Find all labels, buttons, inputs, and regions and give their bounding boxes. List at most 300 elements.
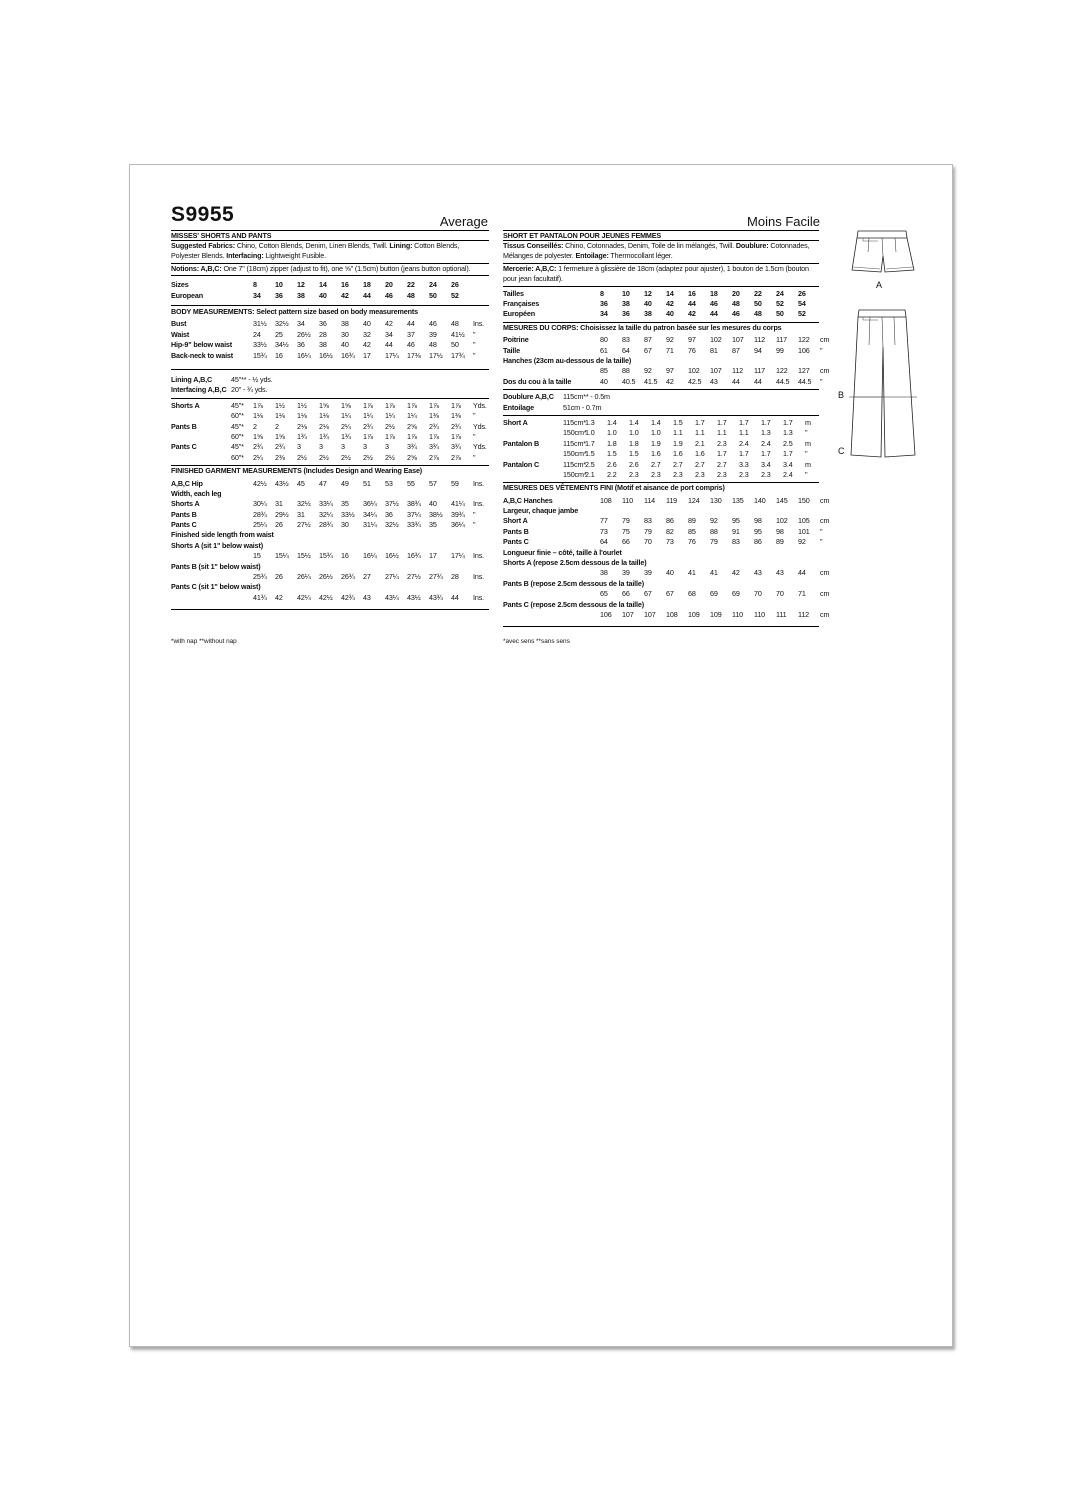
table-cell: 109 xyxy=(688,609,700,619)
table-cell: 2⅜ xyxy=(275,452,285,462)
table-cell: 44.5 xyxy=(776,376,790,386)
table-cell: 1.7 xyxy=(761,417,771,427)
unit-label: Ins. xyxy=(473,319,484,329)
table-cell: 69 xyxy=(710,589,718,599)
table-cell: 25 xyxy=(275,329,283,339)
table-cell: 1.7 xyxy=(761,449,771,459)
table-cell: 1.0 xyxy=(629,428,639,438)
unit-label: m xyxy=(805,459,811,469)
table-cell: 1.7 xyxy=(717,449,727,459)
table-cell: 38 xyxy=(319,340,327,350)
table-cell: 16¼ xyxy=(363,551,377,561)
table-cell: 1¼ xyxy=(363,411,373,421)
body-measurements-table-fr xyxy=(503,333,830,390)
table-cell: 108 xyxy=(600,495,612,505)
table-cell: 55 xyxy=(407,478,415,488)
table-cell: 26¾ xyxy=(341,572,355,582)
yardage-table-en xyxy=(171,399,489,466)
unit-label: " xyxy=(473,509,476,519)
table-cell: 39 xyxy=(429,329,437,339)
fabric-width: 150cm* xyxy=(563,449,587,459)
table-cell: 26½ xyxy=(319,572,333,582)
table-row xyxy=(503,428,819,438)
unit-label: Ins. xyxy=(473,592,484,602)
row-label: Tailles xyxy=(503,288,524,298)
table-cell: 75 xyxy=(622,526,630,536)
table-cell: 44 xyxy=(451,592,459,602)
table-row xyxy=(171,401,489,411)
table-cell: 30¼ xyxy=(253,499,267,509)
table-cell: 130 xyxy=(710,495,722,505)
table-cell: 2½ xyxy=(319,452,329,462)
unit-label: " xyxy=(473,350,476,360)
table-cell: 79 xyxy=(644,526,652,536)
table-cell: 24 xyxy=(253,329,261,339)
table-cell: 26¼ xyxy=(297,572,311,582)
row-label: Pantalon B xyxy=(503,438,540,448)
table-cell: 83 xyxy=(622,335,630,345)
row-label: Back-neck to waist xyxy=(171,350,234,360)
table-row xyxy=(171,351,489,361)
table-cell: 135 xyxy=(732,495,744,505)
row-label: Pants B xyxy=(171,421,197,431)
table-cell: 10 xyxy=(622,288,630,298)
fabric-width: 115cm* xyxy=(563,459,586,469)
body-measurements-header-fr: MESURES DU CORPS: Choisissez la taille du patron basée sur les mesures du corps xyxy=(503,322,782,332)
table-cell: 52 xyxy=(798,309,806,319)
table-cell: 1⅝ xyxy=(253,431,263,441)
table-cell: 1.1 xyxy=(673,428,683,438)
table-row xyxy=(171,291,489,301)
table-cell: 2.2 xyxy=(607,469,617,479)
table-cell: 1.7 xyxy=(585,438,595,448)
table-cell: 17¾ xyxy=(451,350,465,360)
unit-label: cm xyxy=(820,366,830,376)
table-cell: 15 xyxy=(253,551,261,561)
table-row xyxy=(171,280,489,290)
row-label: Doublure A,B,C xyxy=(503,392,554,402)
table-cell: 2.3 xyxy=(761,469,771,479)
table-cell: 3 xyxy=(363,442,367,452)
table-cell: 2½ xyxy=(297,452,307,462)
row-label xyxy=(503,366,600,376)
table-cell: 36¼ xyxy=(451,520,465,530)
table-cell: 41½ xyxy=(451,329,465,339)
unit-label: cm xyxy=(820,335,830,345)
finished-measurements-header-fr: MESURES DES VÊTEMENTS FINI (Motif et aisance de port compris) xyxy=(503,483,725,493)
table-cell: 92 xyxy=(666,335,674,345)
row-label xyxy=(503,428,563,438)
table-cell: 15¼ xyxy=(275,551,289,561)
table-cell: 43½ xyxy=(275,478,289,488)
yardage-table-fr xyxy=(503,416,819,483)
table-cell: 67 xyxy=(666,589,674,599)
table-cell: 26 xyxy=(798,288,806,298)
table-cell: 66 xyxy=(622,537,630,547)
row-label: Shorts A (repose 2.5cm dessous de la taille) xyxy=(503,558,647,568)
table-row xyxy=(171,422,489,432)
table-cell: 42 xyxy=(666,376,674,386)
table-cell: 2 xyxy=(253,421,257,431)
row-label: Entoilage xyxy=(503,402,534,412)
table-cell: 42 xyxy=(275,592,283,602)
table-cell: 34 xyxy=(253,290,261,300)
table-cell: 1⅞ xyxy=(451,400,461,410)
interfacing-text: Lightweight Fusible. xyxy=(263,251,326,261)
table-row xyxy=(171,411,489,421)
table-cell: 150 xyxy=(798,495,810,505)
table-cell: 50 xyxy=(776,309,784,319)
table-cell: 27¾ xyxy=(429,572,443,582)
table-cell: 122 xyxy=(776,366,788,376)
table-cell: 32½ xyxy=(297,499,311,509)
interfacing-text: Thermocollant léger. xyxy=(608,251,673,261)
table-cell: 2.7 xyxy=(695,459,705,469)
table-cell: 2½ xyxy=(363,452,373,462)
table-row xyxy=(171,489,489,499)
garment-title-en: MISSES' SHORTS AND PANTS xyxy=(171,230,489,241)
difficulty-level-en: Average xyxy=(439,214,488,229)
table-cell: 65 xyxy=(600,589,608,599)
row-label: A,B,C Hip xyxy=(171,478,203,488)
table-cell: 1⅞ xyxy=(363,431,373,441)
table-cell: 42¾ xyxy=(341,592,355,602)
table-cell: 95 xyxy=(732,516,740,526)
fabrics-text: Chino, Cotton Blends, Denim, Linen Blends, Twill. xyxy=(235,241,390,250)
table-cell: 1⅜ xyxy=(451,411,461,421)
table-cell: 73 xyxy=(666,537,674,547)
table-cell: 107 xyxy=(622,609,634,619)
table-cell: 2.5 xyxy=(783,438,793,448)
table-cell: 52 xyxy=(776,299,784,309)
table-cell: 80 xyxy=(600,335,608,345)
table-cell: 43 xyxy=(754,568,762,578)
table-cell: 46 xyxy=(429,319,437,329)
table-cell: 2½ xyxy=(341,452,351,462)
unit-label: Ins. xyxy=(473,499,484,509)
fabric-width: 60"* xyxy=(231,431,244,441)
row-label: Pants C xyxy=(171,442,197,452)
finished-measurements-table-en xyxy=(171,477,489,611)
table-cell: 18 xyxy=(710,288,718,298)
table-cell: 127 xyxy=(798,366,810,376)
table-cell: 106 xyxy=(798,345,810,355)
unit-label: " xyxy=(805,449,808,459)
table-cell: 44 xyxy=(732,376,740,386)
table-cell: 2¼ xyxy=(341,421,351,431)
table-cell: 2.3 xyxy=(673,469,683,479)
table-cell: 98 xyxy=(754,516,762,526)
table-cell: 92 xyxy=(710,516,718,526)
table-cell: 1.3 xyxy=(761,428,771,438)
row-label: Sizes xyxy=(171,280,189,290)
table-cell: 16¾ xyxy=(341,350,355,360)
table-cell: 50 xyxy=(754,299,762,309)
table-cell: 48 xyxy=(732,299,740,309)
table-row xyxy=(503,335,830,345)
unit-label: Ins. xyxy=(473,572,484,582)
table-cell: 92 xyxy=(798,537,806,547)
table-row xyxy=(171,582,489,592)
footnote-fr: *avec sens **sans sens xyxy=(503,638,570,645)
table-cell: 40 xyxy=(341,340,349,350)
table-cell: 2⅝ xyxy=(407,452,417,462)
notions-label: Notions: A,B,C: xyxy=(171,263,222,273)
table-cell: 14 xyxy=(666,288,674,298)
table-cell: 46 xyxy=(407,340,415,350)
body-measurements-header-en: BODY MEASUREMENTS: Select pattern size based on body measurements xyxy=(171,307,418,316)
table-cell: 2.3 xyxy=(717,438,727,448)
table-cell: 46 xyxy=(385,290,393,300)
table-row xyxy=(503,516,830,526)
table-cell: 28 xyxy=(319,329,327,339)
table-cell: 1⅛ xyxy=(253,411,263,421)
table-cell: 42.5 xyxy=(688,376,702,386)
row-label: Pants C xyxy=(503,537,529,547)
yardage-text: 51cm - 0.7m xyxy=(563,402,602,412)
table-cell: 40 xyxy=(666,568,674,578)
table-cell: 97 xyxy=(688,335,696,345)
table-cell: 86 xyxy=(754,537,762,547)
table-cell: 31 xyxy=(297,509,305,519)
pattern-code: S9955 xyxy=(171,203,235,226)
table-cell: 2.3 xyxy=(629,469,639,479)
table-cell: 2¾ xyxy=(429,421,439,431)
row-label: Short A xyxy=(503,417,528,427)
table-cell: 52 xyxy=(451,290,459,300)
table-cell: 32½ xyxy=(385,520,399,530)
table-cell: 43¼ xyxy=(385,592,399,602)
table-cell: 83 xyxy=(732,537,740,547)
row-label: Shorts A xyxy=(171,400,200,410)
table-cell: 48 xyxy=(754,309,762,319)
unit-label: " xyxy=(473,452,476,462)
table-cell: 1.8 xyxy=(607,438,617,448)
row-label: Pants C xyxy=(171,520,197,530)
unit-label: Ins. xyxy=(473,478,484,488)
table-row xyxy=(171,340,489,350)
table-cell: 40 xyxy=(600,376,608,386)
table-cell: 37 xyxy=(407,329,415,339)
row-label xyxy=(171,593,253,603)
fabrics-text: Chino, Cotonnades, Denim, Toile de lin mélangés, Twill. xyxy=(563,241,736,250)
table-cell: 25¾ xyxy=(253,572,267,582)
row-label: Pants B xyxy=(171,509,197,519)
pants-bc-drawing xyxy=(843,307,923,462)
table-cell: 2.3 xyxy=(717,469,727,479)
table-cell: 17½ xyxy=(429,350,443,360)
table-cell: 1.5 xyxy=(629,449,639,459)
row-label: Hanches (23cm au-dessous de la taille) xyxy=(503,355,632,365)
table-row xyxy=(503,366,830,376)
table-cell: 48 xyxy=(407,290,415,300)
table-cell: 1.7 xyxy=(783,449,793,459)
table-row xyxy=(503,568,830,578)
fabric-width: 45"* xyxy=(231,421,244,431)
table-cell: 29½ xyxy=(275,509,289,519)
table-cell: 26½ xyxy=(297,329,311,339)
table-cell: 33¾ xyxy=(407,520,421,530)
table-cell: 40 xyxy=(644,299,652,309)
table-cell: 1⅝ xyxy=(341,400,351,410)
table-cell: 3¾ xyxy=(407,442,417,452)
table-row xyxy=(503,537,823,547)
table-cell: 48 xyxy=(451,319,459,329)
table-cell: 106 xyxy=(600,609,612,619)
table-cell: 1.7 xyxy=(695,417,705,427)
table-cell: 85 xyxy=(688,526,696,536)
unit-label: m xyxy=(805,417,811,427)
table-cell: 108 xyxy=(666,609,678,619)
table-cell: 145 xyxy=(776,495,788,505)
table-cell: 2.4 xyxy=(761,438,771,448)
table-cell: 27 xyxy=(363,572,371,582)
lining-label: Doublure: xyxy=(735,241,769,250)
table-cell: 76 xyxy=(688,537,696,547)
table-cell: 16½ xyxy=(319,350,333,360)
table-cell: 1⅝ xyxy=(319,400,329,410)
table-cell: 42½ xyxy=(319,592,333,602)
table-row xyxy=(503,439,819,449)
garment-title-fr: SHORT ET PANTALON POUR JEUNES FEMMES xyxy=(503,230,819,241)
unit-label: " xyxy=(820,526,823,536)
table-cell: 27½ xyxy=(297,520,311,530)
unit-label: " xyxy=(820,376,823,386)
table-cell: 41 xyxy=(710,568,718,578)
table-row xyxy=(171,453,489,463)
fabric-width: 150cm* xyxy=(563,428,587,438)
table-cell: 2½ xyxy=(385,421,395,431)
table-cell: 36¼ xyxy=(363,499,377,509)
table-cell: 42 xyxy=(341,290,349,300)
body-measurements-table-en xyxy=(171,317,489,370)
table-row xyxy=(503,392,819,402)
table-cell: 1.6 xyxy=(673,449,683,459)
table-cell: 33½ xyxy=(253,340,267,350)
table-cell: 32¼ xyxy=(319,509,333,519)
table-cell: 36 xyxy=(319,319,327,329)
unit-label: cm xyxy=(820,609,830,619)
finished-measurements-table-fr xyxy=(503,494,830,628)
table-cell: 101 xyxy=(798,526,810,536)
unit-label: " xyxy=(805,469,808,479)
table-cell: 67 xyxy=(644,589,652,599)
fabric-width: 45"* xyxy=(231,400,244,410)
table-cell: 43 xyxy=(776,568,784,578)
table-cell: 28¾ xyxy=(319,520,333,530)
table-cell: 16½ xyxy=(385,551,399,561)
table-cell: 22 xyxy=(407,280,415,290)
table-cell: 119 xyxy=(666,495,678,505)
table-cell: 27½ xyxy=(407,572,421,582)
table-cell: 43 xyxy=(363,592,371,602)
table-cell: 46 xyxy=(710,299,718,309)
table-cell: 34½ xyxy=(275,340,289,350)
table-cell: 1.4 xyxy=(607,417,617,427)
row-label: Pants C (sit 1" below waist) xyxy=(171,582,261,592)
table-cell: 99 xyxy=(776,345,784,355)
table-cell: 41¼ xyxy=(451,499,465,509)
table-cell: 117 xyxy=(776,335,788,345)
table-cell: 39 xyxy=(622,568,630,578)
table-cell: 1⅛ xyxy=(297,411,307,421)
table-row xyxy=(171,593,489,603)
fabric-width: 60"* xyxy=(231,411,244,421)
row-label: Shorts A xyxy=(171,499,200,509)
row-label: Taille xyxy=(503,345,520,355)
table-cell: 112 xyxy=(798,609,810,619)
table-cell: 37½ xyxy=(385,499,399,509)
row-label xyxy=(171,453,231,463)
table-cell: 30 xyxy=(341,520,349,530)
table-cell: 111 xyxy=(776,609,787,619)
table-cell: 59 xyxy=(451,478,459,488)
table-cell: 42 xyxy=(732,568,740,578)
table-cell: 2¾ xyxy=(363,421,373,431)
yardage-text: 20" - ¾ yds. xyxy=(231,385,268,395)
table-cell: 53 xyxy=(385,478,393,488)
row-label: Finished side length from waist xyxy=(171,530,274,540)
table-cell: 8 xyxy=(600,288,604,298)
table-cell: 1⅛ xyxy=(275,411,285,421)
fabric-width: 150cm* xyxy=(563,469,587,479)
table-cell: 34 xyxy=(297,319,305,329)
table-cell: 28 xyxy=(451,572,459,582)
table-cell: 41¾ xyxy=(253,592,267,602)
table-cell: 88 xyxy=(622,366,630,376)
table-cell: 2.6 xyxy=(607,459,617,469)
table-row xyxy=(171,499,489,509)
notions-label: Mercerie: A,B,C: xyxy=(503,263,557,273)
unit-label: " xyxy=(473,329,476,339)
table-cell: 42 xyxy=(666,299,674,309)
table-row xyxy=(171,541,489,551)
row-label: European xyxy=(171,290,203,300)
table-row xyxy=(171,385,489,395)
table-cell: 77 xyxy=(600,516,608,526)
row-label: Shorts A (sit 1" below waist) xyxy=(171,540,263,550)
table-cell: 41.5 xyxy=(644,376,658,386)
table-cell: 44 xyxy=(407,319,415,329)
table-cell: 14 xyxy=(319,280,327,290)
row-label xyxy=(503,470,563,480)
table-cell: 8 xyxy=(253,280,257,290)
table-cell: 24 xyxy=(429,280,437,290)
table-cell: 2⅛ xyxy=(319,421,329,431)
table-row xyxy=(171,510,489,520)
table-cell: 1.3 xyxy=(783,428,793,438)
table-row xyxy=(171,442,489,452)
table-cell: 1¼ xyxy=(407,411,417,421)
row-label: Waist xyxy=(171,329,190,339)
table-cell: 110 xyxy=(622,495,634,505)
table-cell: 1½ xyxy=(275,400,285,410)
table-cell: 20 xyxy=(732,288,740,298)
table-cell: 18 xyxy=(363,280,371,290)
fabrics-label: Tissus Conseillés: xyxy=(503,241,564,250)
table-row xyxy=(503,309,819,319)
table-cell: 73 xyxy=(600,526,608,536)
table-cell: 42½ xyxy=(253,478,267,488)
table-row xyxy=(503,449,819,459)
table-cell: 34 xyxy=(600,309,608,319)
table-cell: 44 xyxy=(710,309,718,319)
lining-text: Cotton Blends, Polyester Blends. xyxy=(171,241,460,261)
table-cell: 1.6 xyxy=(651,449,661,459)
row-label: Short A xyxy=(503,516,528,526)
table-cell: 107 xyxy=(732,335,744,345)
table-cell: 12 xyxy=(297,280,305,290)
